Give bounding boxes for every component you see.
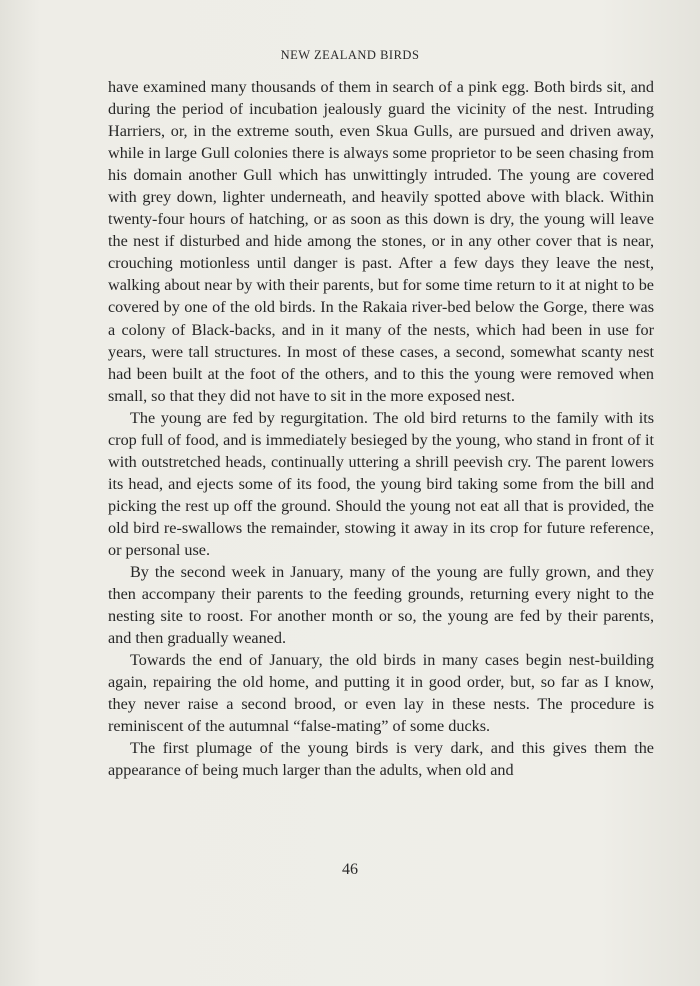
paragraph-4: Towards the end of January, the old birds in many cases begin nest-building again, repairing the old home, and putting it in good order, but, so far as I know, they never raise a second brood, or even lay in these nests. The procedure is reminiscent of the autumnal “false-mating” of some ducks. bbox=[108, 651, 654, 736]
paragraph-2: The young are fed by regurgitation. The old bird returns to the family with its crop full of food, and is immediately besieged by the young, who stand in front of it with outstretched heads, continually uttering a shrill peevish cry. The parent lowers its head, and ejects some of its food, the young bird taking some from the bill and picking the rest up off the ground. Should the young not eat all that is provided, the old bird re-swallows the remainder, stowing it away in its crop for future reference, or personal use. bbox=[108, 408, 654, 559]
paragraph-3: By the second week in January, many of the young are fully grown, and they then accompany their parents to the feeding grounds, returning every night to the nesting site to roost. For another month or so, the young are fed by their parents, and then gradually weaned. bbox=[108, 563, 654, 648]
paragraph-1: have examined many thousands of them in search of a pink egg. Both birds sit, and during the period of incubation jealously guard the vicinity of the nest. Intruding Harriers, or, in the extreme south, even Skua Gulls, are pursued and driven away, while in large Gull colonies there is always some proprietor to be seen chasing from his domain another Gull which has unwittingly intruded. The young are covered with grey down, lighter underneath, and heavily spotted above with black. Within twenty-four hours of hatching, or as soon as this down is dry, the young will leave the nest if disturbed and hide among the stones, or in any other cover that is near, crouching motionless until danger is past. After a few days they leave the nest, walking about near by with their parents, but for some time return to it at night to be covered by one of the old birds. In the Rakaia river-bed below the Gorge, there was a colony of Black-backs, and in it many of the nests, which had been in use for years, were tall structures. In most of these cases, a second, somewhat scanty nest had been built at the foot of the others, and to this the young were removed when small, so that they did not have to sit in the more exposed nest. bbox=[108, 78, 654, 405]
paragraph-5: The first plumage of the young birds is very dark, and this gives them the appearance of being much larger than the adults, when old and bbox=[108, 739, 654, 780]
body-text bbox=[108, 76, 654, 782]
running-header: NEW ZEALAND BIRDS bbox=[280, 48, 420, 62]
page-number: 46 bbox=[342, 861, 358, 878]
